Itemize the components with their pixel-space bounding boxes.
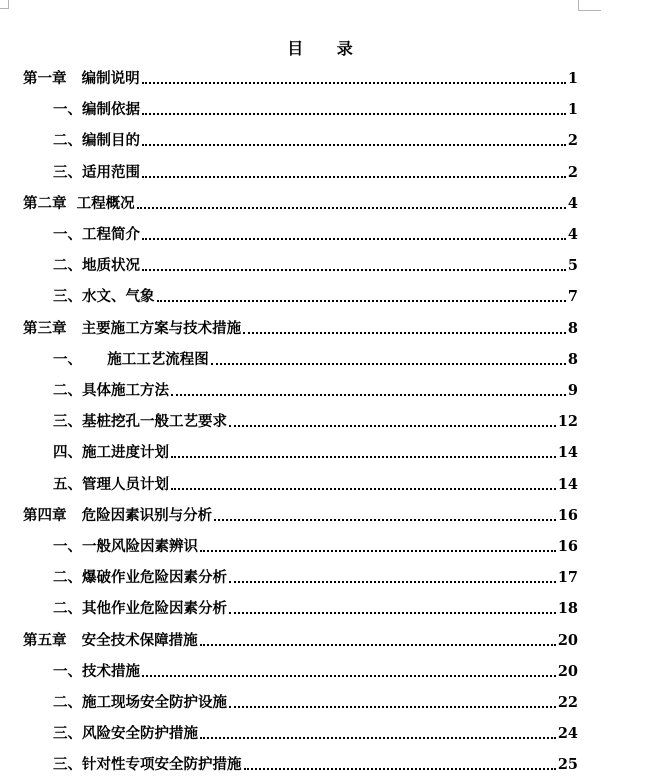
toc-dot-leader <box>200 737 556 739</box>
toc-section-entry[interactable] <box>53 594 578 618</box>
toc-page-number: 1 <box>567 70 578 87</box>
toc-page-number: 8 <box>567 350 578 368</box>
toc-dot-leader <box>142 113 566 115</box>
toc-entry-label: 三、适用范围 <box>53 163 140 181</box>
toc-section-entry[interactable] <box>53 376 578 400</box>
toc-chapter-entry[interactable] <box>23 189 578 213</box>
toc-dot-leader <box>229 581 556 583</box>
toc-dot-leader <box>171 394 566 396</box>
toc-chapter-entry[interactable] <box>23 626 578 650</box>
toc-dot-leader <box>171 488 556 490</box>
toc-page-number: 4 <box>567 226 578 243</box>
toc-page-number: 25 <box>557 756 578 774</box>
toc-page-number: 22 <box>557 694 578 711</box>
toc-entry-label: 二、具体施工方法 <box>53 382 169 399</box>
toc-dot-leader <box>142 675 556 677</box>
toc-entry-label: 二、施工现场安全防护设施 <box>53 694 227 711</box>
toc-dot-leader <box>200 550 556 552</box>
toc-page-number: 9 <box>567 382 578 399</box>
toc-entry-label: 一、编制依据 <box>53 101 140 119</box>
toc-entry-label: 二、编制目的 <box>53 132 140 150</box>
toc-section-entry[interactable] <box>53 470 578 494</box>
toc-section-entry[interactable] <box>53 126 578 150</box>
toc-chapter-entry[interactable] <box>23 501 578 525</box>
toc-entry-label: 第三章 主要施工方案与技术措施 <box>23 319 242 337</box>
toc-dot-leader <box>244 768 556 770</box>
toc-entry-label: 三、水文、气象 <box>53 288 155 306</box>
toc-section-entry[interactable] <box>53 563 578 587</box>
toc-page-number: 2 <box>567 163 578 181</box>
toc-page-number: 14 <box>557 444 578 462</box>
toc-section-entry[interactable] <box>53 220 578 244</box>
toc-entry-label: 一、技术措施 <box>53 662 140 680</box>
toc-dot-leader <box>142 176 566 178</box>
toc-dot-leader <box>171 456 556 458</box>
toc-entry-label: 一、 施工工艺流程图 <box>53 350 209 368</box>
toc-entry-label: 第一章 编制说明 <box>23 70 140 87</box>
toc-section-entry[interactable] <box>53 750 578 774</box>
toc-chapter-entry[interactable] <box>23 314 578 338</box>
toc-page-number: 24 <box>557 725 578 743</box>
toc-page-number: 12 <box>557 413 578 431</box>
toc-entry-label: 四、施工进度计划 <box>53 444 169 462</box>
toc-section-entry[interactable] <box>53 438 578 462</box>
toc-entry-label: 二、其他作业危险因素分析 <box>53 600 227 618</box>
toc-dot-leader <box>200 644 556 646</box>
toc-entry-label: 第四章 危险因素识别与分析 <box>23 506 213 524</box>
toc-entry-label: 第五章 安全技术保障措施 <box>23 631 198 649</box>
toc-entry-label: 一、一般风险因素辨识 <box>53 538 198 555</box>
toc-page-number: 2 <box>567 132 578 150</box>
toc-page-number: 17 <box>557 569 578 587</box>
toc-section-entry[interactable] <box>53 532 578 556</box>
toc-entry-label: 一、工程简介 <box>53 226 140 243</box>
toc-section-entry[interactable] <box>53 251 578 275</box>
toc-entry-label: 二、爆破作业危险因素分析 <box>53 569 227 587</box>
toc-page-number: 16 <box>557 506 578 524</box>
toc-page-number: 20 <box>557 662 578 680</box>
toc-page-number: 16 <box>557 538 578 555</box>
toc-dot-leader <box>142 269 566 271</box>
toc-dot-leader <box>229 612 556 614</box>
toc-dot-leader <box>142 82 566 84</box>
toc-entry-label: 三、针对性专项安全防护措施 <box>53 756 242 774</box>
toc-dot-leader <box>229 706 556 708</box>
toc-page-number: 1 <box>567 101 578 119</box>
toc-section-entry[interactable] <box>53 688 578 712</box>
page-corner-mark-left <box>0 0 9 9</box>
toc-dot-leader <box>229 425 556 427</box>
toc-chapter-entry[interactable] <box>23 64 578 88</box>
toc-page-number: 8 <box>567 319 578 337</box>
toc-section-entry[interactable] <box>53 345 578 369</box>
toc-dot-leader <box>142 144 566 146</box>
toc-entry-label: 第二章 工程概况 <box>23 194 135 212</box>
toc-entry-label: 二、地质状况 <box>53 257 140 275</box>
toc-dot-leader <box>142 238 566 240</box>
toc-title: 目 录 <box>287 39 367 58</box>
toc-section-entry[interactable] <box>53 158 578 182</box>
toc-page-number: 4 <box>567 194 578 212</box>
toc-page-number: 7 <box>567 288 578 306</box>
toc-section-entry[interactable] <box>53 282 578 306</box>
toc-dot-leader <box>243 332 566 334</box>
toc-page-number: 14 <box>557 475 578 493</box>
toc-entry-label: 三、风险安全防护措施 <box>53 725 198 743</box>
toc-page-number: 18 <box>557 600 578 618</box>
page-corner-mark-right <box>578 0 601 11</box>
toc-dot-leader <box>157 300 566 302</box>
toc-entry-label: 五、管理人员计划 <box>53 475 169 493</box>
toc-dot-leader <box>137 207 566 209</box>
toc-page-number: 20 <box>557 631 578 649</box>
toc-page-number: 5 <box>567 257 578 275</box>
toc-dot-leader <box>211 363 566 365</box>
toc-section-entry[interactable] <box>53 657 578 681</box>
toc-section-entry[interactable] <box>53 719 578 743</box>
toc-dot-leader <box>214 519 556 521</box>
toc-entry-label: 三、基桩挖孔一般工艺要求 <box>53 413 227 431</box>
toc-section-entry[interactable] <box>53 95 578 119</box>
toc-section-entry[interactable] <box>53 407 578 431</box>
